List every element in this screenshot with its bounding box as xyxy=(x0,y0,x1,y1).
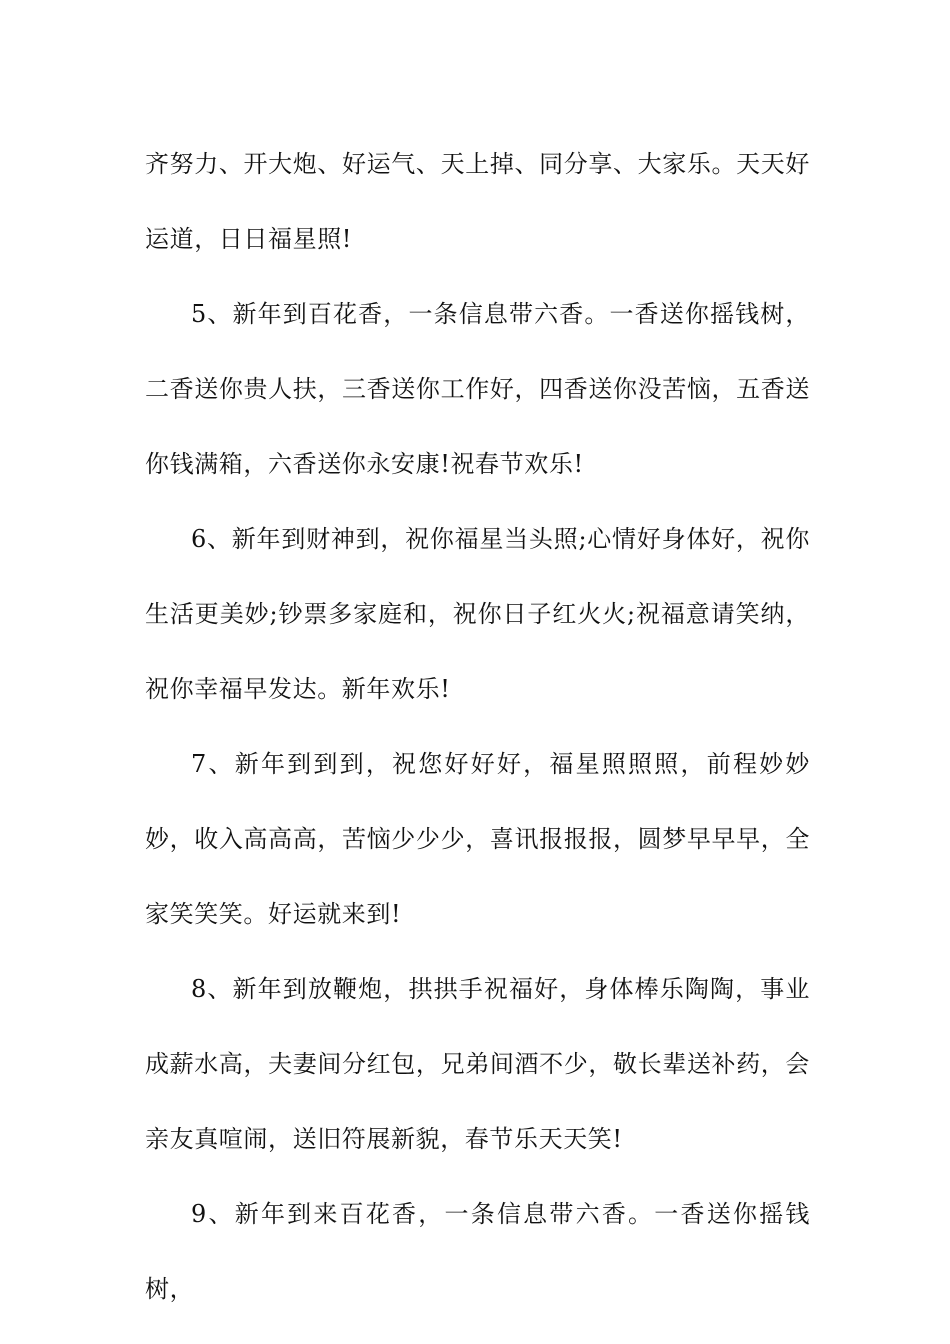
document-body xyxy=(145,127,810,1327)
paragraph-item-5: 5、新年到百花香，一条信息带六香。一香送你摇钱树，二香送你贵人扶，三香送你工作好，四香送你没苦恼，五香送你钱满箱，六香送你永安康!祝春节欢乐! xyxy=(145,300,810,478)
paragraph-item-7: 7、新年到到到，祝您好好好，福星照照照，前程妙妙妙，收入高高高，苦恼少少少，喜讯报报报，圆梦早早早，全家笑笑笑。好运就来到! xyxy=(145,750,810,928)
paragraph-item-8: 8、新年到放鞭炮，拱拱手祝福好，身体棒乐陶陶，事业成薪水高，夫妻间分红包，兄弟间酒不少，敬长辈送补药，会亲友真喧闹，送旧符展新貌，春节乐天天笑! xyxy=(145,975,810,1153)
paragraph-item-9: 9、新年到来百花香，一条信息带六香。一香送你摇钱树， xyxy=(145,1200,810,1303)
paragraph-continuation: 齐努力、开大炮、好运气、天上掉、同分享、大家乐。天天好运道，日日福星照! xyxy=(145,150,810,253)
paragraph-item-6: 6、新年到财神到，祝你福星当头照;心情好身体好，祝你生活更美妙;钞票多家庭和，祝你日子红火火;祝福意请笑纳，祝你幸福早发达。新年欢乐! xyxy=(145,525,810,703)
